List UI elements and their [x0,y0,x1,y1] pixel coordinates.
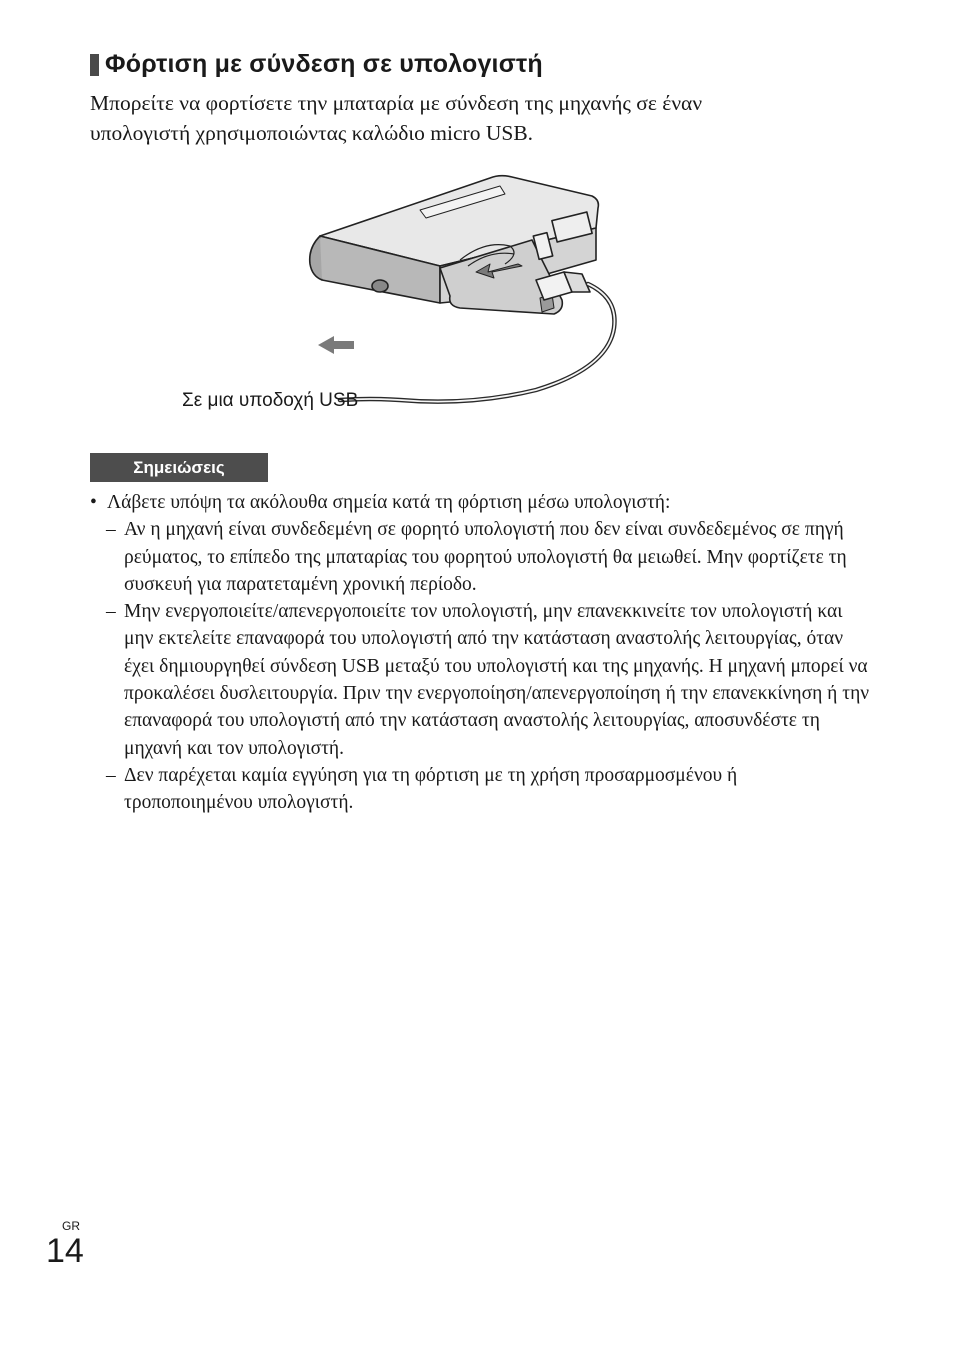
note-item-text: Αν η μηχανή είναι συνδεδεμένη σε φορητό υπολογιστή που δεν είναι συνδεδεμένος σε πηγή ρεύματος, το επίπεδο της μπαταρίας του φορητού υπολογιστή θα μειωθεί. Μην φορτίζετε τη συσκευή για παρατεταμένη χρονική περίοδο. [124,519,847,595]
notes-badge: Σημειώσεις [90,453,268,482]
intro-line: Μπορείτε να φορτίσετε την μπαταρία με σύνδεση της μηχανής σε έναν [90,91,703,115]
notes-list [90,489,870,817]
camera-usb-illustration [300,168,640,418]
note-bullet [90,489,870,516]
page-region-code: GR [62,1219,80,1233]
page-number: 14 [46,1232,84,1270]
figure-caption: Σε μια υποδοχή USB [182,390,359,411]
note-item [90,762,870,817]
note-item [90,516,870,598]
note-item [90,598,870,762]
note-item-text: Δεν παρέχεται καμία εγγύηση για τη φόρτιση με τη χρήση προσαρμοσμένου ή τροποποιημένου υπολογιστή. [124,764,738,814]
intro-paragraph [90,88,870,148]
note-item-text: Μην ενεργοποιείτε/απενεργοποιείτε τον υπολογιστή, μην επανεκκινείτε τον υπολογιστή και μην εκτελείτε επαναφορά του υπολογιστή από την κατάσταση αναστολής λειτουργίας, όταν έχει δημιουργηθεί σύνδεση USB μεταξύ του υπολογιστή και της μηχανής. Η μηχανή μπορεί να προκαλέσει δυσλειτουργία. Πριν την ενεργοποίηση/απενεργοποίηση ή την επανεκκίνηση ή την επαναφορά του υπολογιστή από την κατάσταση αναστολής λειτουργίας, αποσυνδέστε τη μηχανή και τον υπολογιστή. [124,601,870,759]
dash-icon: – [106,601,116,623]
section-title-text: Φόρτιση με σύνδεση σε υπολογιστή [105,50,543,78]
dash-icon: – [106,764,116,786]
note-bullet-text: Λάβετε υπόψη τα ακόλουθα σημεία κατά τη φόρτιση μέσω υπολογιστή: [107,492,671,513]
bullet-icon: • [90,492,97,513]
dash-icon: – [106,519,116,541]
section-title [90,50,543,79]
intro-line: υπολογιστή χρησιμοποιώντας καλώδιο micro USB. [90,121,534,145]
arrow-left-icon [318,336,354,354]
section-marker [90,54,99,76]
